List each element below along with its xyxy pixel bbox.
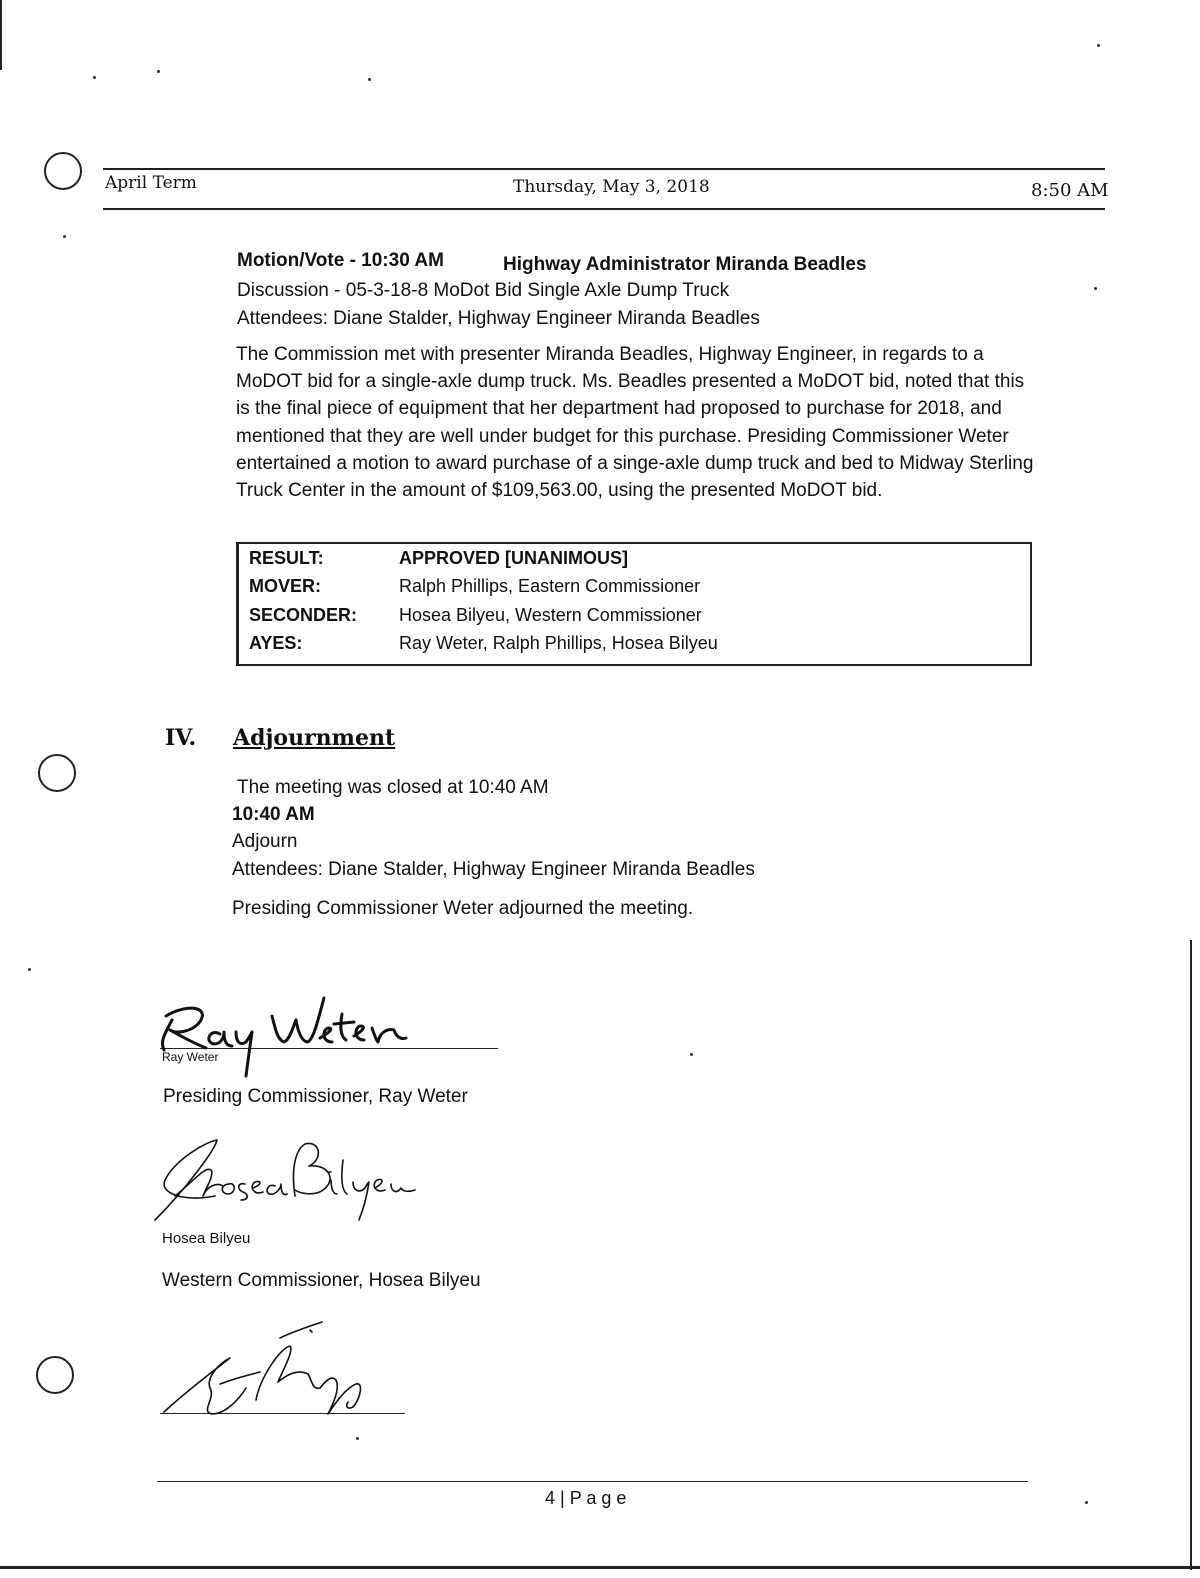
scan-speck bbox=[1097, 44, 1100, 47]
adjournment-summary: Presiding Commissioner Weter adjourned the meeting. bbox=[232, 898, 694, 919]
header-rule-top bbox=[103, 168, 1105, 170]
adjournment-attendees: Attendees: Diane Stalder, Highway Engineer Miranda Beadles bbox=[232, 859, 755, 880]
mover-label: MOVER: bbox=[249, 576, 321, 596]
signature-label-1: Ray Weter bbox=[162, 1050, 219, 1064]
signature-hosea-bilyeu bbox=[145, 1130, 445, 1230]
header-time: 8:50 AM bbox=[1031, 180, 1109, 201]
scan-speck bbox=[1094, 287, 1097, 290]
scan-speck bbox=[690, 1053, 693, 1056]
ayes-value: Ray Weter, Ralph Phillips, Hosea Bilyeu bbox=[399, 633, 718, 653]
signature-title-2: Western Commissioner, Hosea Bilyeu bbox=[162, 1270, 481, 1291]
scan-edge-left bbox=[0, 0, 2, 70]
scan-speck bbox=[28, 968, 31, 971]
motion-title-right: Highway Administrator Miranda Beadles bbox=[503, 254, 867, 275]
signature-ralph-phillips bbox=[160, 1318, 400, 1428]
header-term: April Term bbox=[105, 173, 197, 193]
signature-ray-weter bbox=[150, 980, 470, 1080]
header-rule-bottom bbox=[103, 208, 1105, 210]
signature-label-2: Hosea Bilyeu bbox=[162, 1230, 251, 1247]
scan-speck bbox=[368, 78, 371, 81]
punch-hole-bottom bbox=[36, 1356, 74, 1394]
adjournment-heading: Adjournment bbox=[233, 725, 396, 751]
mover-value: Ralph Phillips, Eastern Commissioner bbox=[399, 576, 701, 596]
seconder-value: Hosea Bilyeu, Western Commissioner bbox=[399, 605, 702, 625]
adjournment-action: Adjourn bbox=[232, 831, 298, 852]
section-numeral: IV. bbox=[165, 725, 197, 751]
adjournment-time: 10:40 AM bbox=[232, 804, 315, 825]
result-value: APPROVED [UNANIMOUS] bbox=[399, 548, 629, 568]
scan-edge-bottom bbox=[0, 1566, 1200, 1569]
motion-title-left: Motion/Vote - 10:30 AM bbox=[237, 250, 444, 271]
signature-title-1: Presiding Commissioner, Ray Weter bbox=[163, 1086, 468, 1107]
footer-page-number: 4 | P a g e bbox=[545, 1488, 627, 1508]
scan-speck bbox=[157, 70, 160, 73]
scan-speck bbox=[1085, 1501, 1088, 1504]
adjournment-closed: The meeting was closed at 10:40 AM bbox=[237, 777, 549, 798]
scan-speck bbox=[356, 1437, 359, 1440]
scan-speck bbox=[93, 76, 96, 79]
seconder-label: SECONDER: bbox=[249, 605, 358, 625]
scan-edge-right bbox=[1190, 940, 1192, 1570]
scan-speck bbox=[63, 235, 66, 238]
motion-attendees: Attendees: Diane Stalder, Highway Engineer Miranda Beadles bbox=[237, 308, 760, 329]
motion-paragraph: The Commission met with presenter Miranda Beadles, Highway Engineer, in regards to a MoDOT bid for a single-axle dump truck. Ms. Beadles presented a MoDOT bid, noted that this is the final piece of equipment that her department had proposed to purchase for 2018, and mentioned that they are well under budget for this purchase. Presiding Commissioner Weter entertained a motion to award purchase of a singe-axle dump truck and bed to Midway Sterling Truck Center in the amount of $109,563.00, using the presented MoDOT bid. bbox=[236, 344, 1034, 502]
ayes-label: AYES: bbox=[249, 633, 303, 653]
header-date: Thursday, May 3, 2018 bbox=[513, 177, 710, 197]
punch-hole-middle bbox=[38, 754, 76, 792]
result-label: RESULT: bbox=[249, 548, 324, 568]
motion-discussion: Discussion - 05-3-18-8 MoDot Bid Single Axle Dump Truck bbox=[237, 280, 730, 301]
footer-rule bbox=[157, 1481, 1028, 1482]
punch-hole-top bbox=[44, 152, 82, 190]
result-table bbox=[236, 542, 1032, 666]
